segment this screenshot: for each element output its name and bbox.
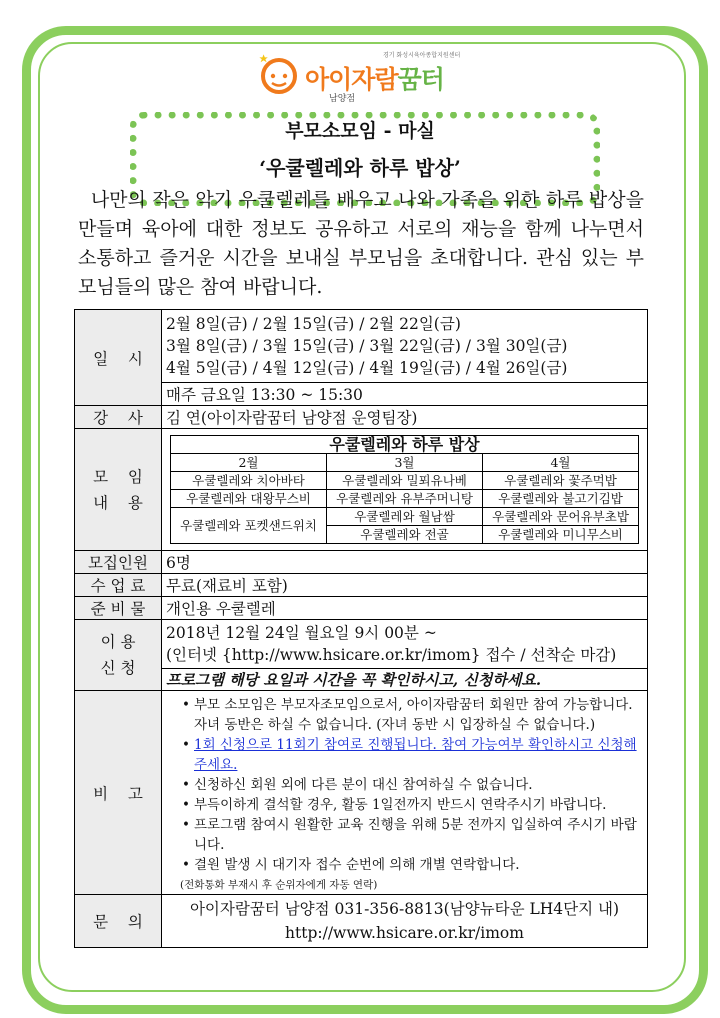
- remark-item: • 신청하신 회원 외에 다른 분이 대신 참여하실 수 없습니다.: [182, 775, 641, 795]
- contact-row: [75, 895, 648, 948]
- schedule-dates-feb: 2월 8일(금) / 2월 15일(금) / 2월 22일(금): [166, 315, 461, 333]
- menu-col-header: 2월: [171, 454, 327, 472]
- schedule-dates: [162, 310, 648, 383]
- content-row: [75, 429, 648, 551]
- remark-item: • 부모 소모임은 부모자조모임으로서, 아이자람꿈터 회원만 참여 가능합니다. 자녀 동반은 하실 수 없습니다. (자녀 동반 시 입장하실 수 없습니다.): [182, 695, 641, 735]
- instructor-value: 김 연(아이자람꿈터 남양점 운영팀장): [162, 406, 648, 429]
- instructor-row: [75, 406, 648, 429]
- menu-cell: 우쿨렐레와 월남쌈: [327, 508, 483, 526]
- schedule-dates-mar: 3월 8일(금) / 3월 15일(금) / 3월 22일(금) / 3월 30일(금): [166, 337, 568, 355]
- contact-label: 문 의: [75, 895, 162, 948]
- remark-item: • 부득이하게 결석할 경우, 활동 1일전까지 반드시 연락주시기 바랍니다.: [182, 795, 641, 815]
- program-info-table: [74, 309, 648, 948]
- remark-item-highlight: • 1회 신청으로 11회기 참여로 진행됩니다. 참여 가능여부 확인하시고 신청해주세요.: [182, 735, 641, 775]
- remark-item: • 프로그램 참여시 원활한 교육 진행을 위해 5분 전까지 입실하여 주시기 바랍니다.: [182, 815, 641, 855]
- child-face-icon: [259, 54, 299, 94]
- menu-cell: 우쿨렐레와 전골: [327, 526, 483, 544]
- remarks-note: (전화통화 부재시 후 순위자에게 자동 연락): [180, 879, 378, 891]
- supplies-label: 준 비 물: [75, 597, 162, 620]
- menu-cell: 우쿨렐레와 포켓샌드위치: [171, 508, 327, 544]
- recruit-value: 6명: [162, 551, 648, 574]
- instructor-label: 강 사: [75, 406, 162, 429]
- apply-start: 2018년 12월 24일 월요일 9시 00분 ~: [166, 624, 437, 642]
- schedule-row: [75, 310, 648, 383]
- menu-table: [170, 435, 639, 544]
- fee-value: 무료(재료비 포함): [162, 574, 648, 597]
- menu-col-header: 4월: [483, 454, 639, 472]
- remark-item: • 결원 발생 시 대기자 접수 순번에 의해 개별 연락합니다.: [182, 855, 641, 875]
- intro-paragraph: 나만의 작은 악기 우쿨렐레를 배우고 나와 가족을 위한 하루 밥상을 만들며 육아에 대한 정보도 공유하고 서로의 재능을 함께 나누면서 소통하고 즐거운 시간을 보내실 부모님을 초대합니다. 관심 있는 부모님들의 많은 참여 바랍니다.: [78, 189, 644, 298]
- remarks-row: [75, 691, 648, 895]
- menu-table-title: 우쿨렐레와 하루 밥상: [171, 436, 639, 454]
- schedule-time: 매주 금요일 13:30 ~ 15:30: [162, 383, 648, 406]
- program-title: 부모소모임 - 마실: [285, 120, 435, 142]
- contact-cell: [162, 895, 648, 948]
- content-label: 모 임 내 용: [75, 429, 162, 551]
- schedule-dates-apr: 4월 5일(금) / 4월 12일(금) / 4월 19일(금) / 4월 26일(금): [166, 359, 568, 377]
- menu-cell: 우쿨렐레와 치아바타: [171, 472, 327, 490]
- schedule-label: 일 시: [75, 310, 162, 406]
- fee-row: [75, 574, 648, 597]
- program-subtitle: ‘우쿨렐레와 하루 밥상’: [259, 156, 461, 180]
- menu-cell: 우쿨렐레와 문어유부초밥: [483, 508, 639, 526]
- menu-col-header: 3월: [327, 454, 483, 472]
- menu-cell: 우쿨렐레와 미니무스비: [483, 526, 639, 544]
- apply-info: [162, 620, 648, 669]
- menu-cell: 우쿨렐레와 꽃주먹밥: [483, 472, 639, 490]
- contact-website: http://www.hsicare.or.kr/imom: [285, 924, 524, 942]
- apply-label: 이 용 신 청: [75, 620, 162, 691]
- brand-name: 아이자람꿈터: [305, 65, 444, 94]
- remarks-label: 비 고: [75, 691, 162, 895]
- menu-cell: 우쿨렐레와 유부주머니탕: [327, 490, 483, 508]
- contact-phone: 아이자람꿈터 남양점 031-356-8813(남양뉴타운 LH4단지 내): [189, 900, 620, 918]
- apply-method: (인터넷 {http://www.hsicare.or.kr/imom} 접수 / 선착순 마감): [166, 646, 617, 664]
- fee-label: 수 업 료: [75, 574, 162, 597]
- brand-branch: 남양점: [329, 94, 356, 104]
- supplies-row: [75, 597, 648, 620]
- brand-logo: [255, 44, 505, 106]
- remarks-list: [168, 695, 641, 875]
- supplies-value: 개인용 우쿨렐레: [162, 597, 648, 620]
- content-cell: [162, 429, 648, 551]
- recruit-row: [75, 551, 648, 574]
- apply-notice: 프로그램 해당 요일과 시간을 꼭 확인하시고, 신청하세요.: [162, 669, 648, 691]
- menu-cell: 우쿨렐레와 불고기김밥: [483, 490, 639, 508]
- remarks-cell: [162, 691, 648, 895]
- menu-cell: 우쿨렐레와 대왕무스비: [171, 490, 327, 508]
- recruit-label: 모집인원: [75, 551, 162, 574]
- menu-cell: 우쿨렐레와 밀푀유나베: [327, 472, 483, 490]
- apply-row: [75, 620, 648, 669]
- brand-organization: 경기 화성시육아종합지원센터: [383, 52, 461, 59]
